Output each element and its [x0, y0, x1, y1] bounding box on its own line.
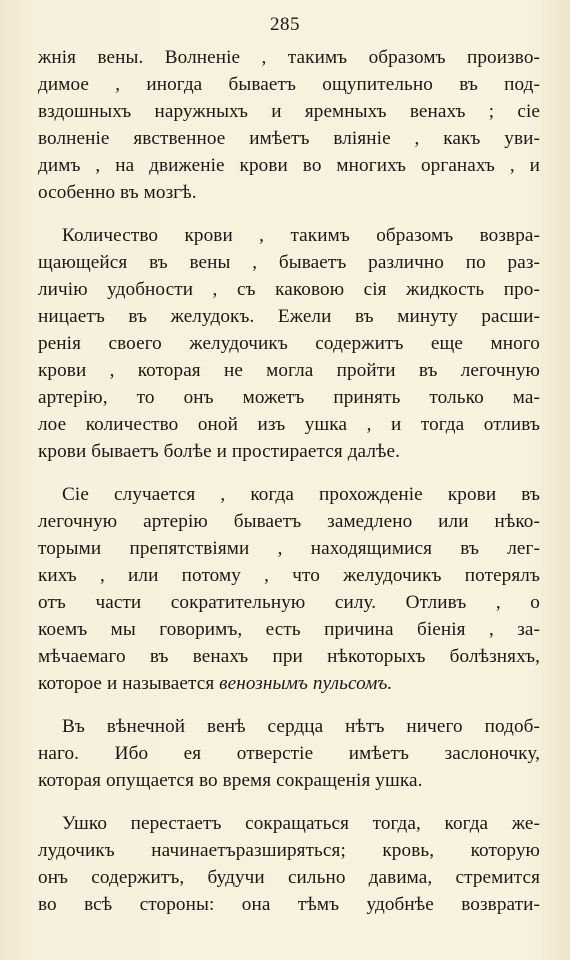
text-line: особенно въ мозгѣ.: [38, 182, 197, 203]
text-line: щающейся въ вены , бываетъ различно по раз-: [38, 252, 540, 273]
italic-term: венознымъ пульсомъ.: [219, 673, 393, 694]
paragraph-3: [38, 481, 540, 697]
text-line: крови бываетъ болѣе и простирается далѣе.: [38, 441, 401, 462]
text-line: отъ части сократительную силу. Отливъ , о: [38, 592, 540, 613]
paragraph-5: [38, 810, 540, 918]
text-line: ренія своего желудочикъ содержитъ еще много: [38, 333, 540, 354]
text-line: Ушко перестаетъ сокращаться тогда, когда же-: [62, 813, 540, 834]
text-line: жнія вены. Волненіе , такимъ образомъ произво-: [38, 47, 540, 68]
text-line: торыми препятствіями , находящимися въ лег-: [38, 538, 540, 559]
text-line: Сіе случается , когда прохожденіе крови въ: [62, 484, 540, 505]
text-line: мѣчаемаго въ венахъ при нѣкоторыхъ болѣзняхъ,: [38, 646, 540, 667]
text-line: ницаетъ въ желудокъ. Ежели въ минуту расши-: [38, 306, 540, 327]
text-plain: которое и называется: [38, 673, 220, 694]
text-line: во всѣ стороны: она тѣмъ удобнѣе возврати-: [38, 894, 540, 915]
text-line: [38, 670, 540, 697]
text-line: личію удобности , съ каковою сія жидкость про-: [38, 279, 540, 300]
text-line: коемъ мы говоримъ, есть причина біенія , за-: [38, 619, 540, 640]
paragraph-4: [38, 713, 540, 794]
text-line: Въ вѣнечной венѣ сердца нѣтъ ничего подоб-: [62, 716, 540, 737]
text-line: крови , которая не могла пройти въ легочную: [38, 360, 540, 381]
text-line: наго. Ибо ея отверстіе имѣетъ заслоночку,: [38, 743, 540, 764]
text-line: онъ содержитъ, будучи сильно давима, стремится: [38, 867, 540, 888]
paragraph-1: [38, 44, 540, 206]
body-text: [38, 44, 540, 934]
page-number: 285: [270, 14, 300, 35]
text-line: димое , иногда бываетъ ощупительно въ под-: [38, 74, 540, 95]
text-line: волненіе явственное имѣетъ вліяніе , какъ уви-: [38, 128, 540, 149]
text-line: которая опущается во время сокращенія ушка.: [38, 770, 423, 791]
text-line: кихъ , или потому , что желудочикъ потерялъ: [38, 565, 540, 586]
text-line: лудочикъ начинаетъразширяться; кровь, которую: [38, 840, 540, 861]
text-line: лое количество оной изъ ушка , и тогда отливъ: [38, 414, 540, 435]
text-line: легочную артерію бываетъ замедлено или нѣко-: [38, 511, 540, 532]
text-line: димъ , на движеніе крови во многихъ органахъ , и: [38, 155, 540, 176]
paragraph-2: [38, 222, 540, 465]
text-line: артерію, то онъ можетъ принять только ма-: [38, 387, 540, 408]
text-line: вздошныхъ наружныхъ и яремныхъ венахъ ; сіе: [38, 101, 540, 122]
text-line: Количество крови , такимъ образомъ возвра-: [62, 225, 540, 246]
